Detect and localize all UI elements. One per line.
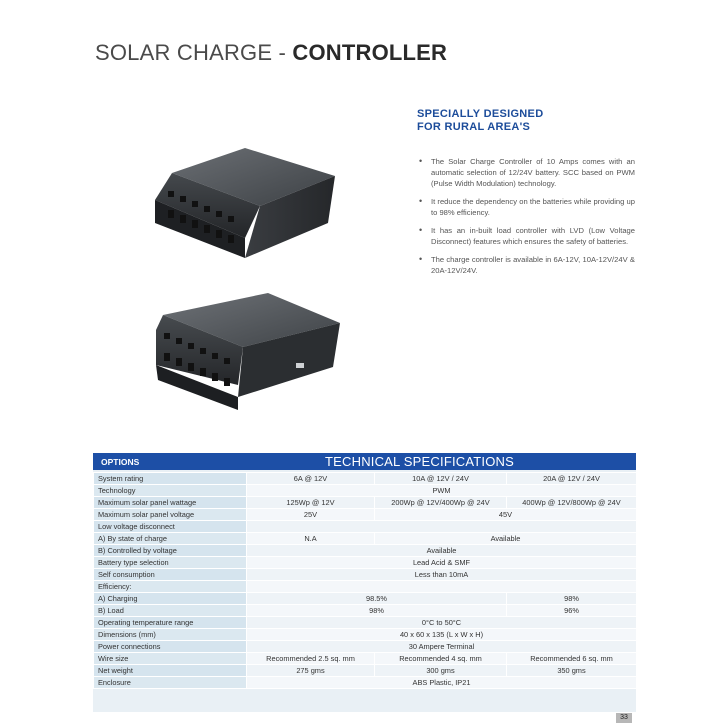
feature-list [417,156,635,276]
spec-table [93,472,637,689]
spec-row-label: A) Charging [94,593,247,605]
spec-row-value: Less than 10mA [247,569,637,581]
spec-row-value: 98% [507,593,637,605]
product-image-top [150,128,350,263]
spec-row-value: Recommended 2.5 sq. mm [247,653,375,665]
feature-heading-line2: FOR RURAL AREA'S [417,121,531,133]
options-label: OPTIONS [101,457,140,467]
spec-row-value [247,521,637,533]
spec-row [94,593,637,605]
spec-row-value: PWM [247,485,637,497]
spec-row [94,509,637,521]
spec-row-label: Operating temperature range [94,617,247,629]
spec-row-value: 40 x 60 x 135 (L x W x H) [247,629,637,641]
spec-row-label: Technology [94,485,247,497]
spec-row-value: 10A @ 12V / 24V [375,473,507,485]
page-title [95,40,447,66]
spec-row-value: Available [247,545,637,557]
feature-heading-line1: SPECIALLY DESIGNED [417,108,544,120]
page-title-part1: SOLAR CHARGE - [95,40,293,65]
spec-row-label: Self consumption [94,569,247,581]
spec-row [94,665,637,677]
spec-row [94,581,637,593]
page-number: 33 [616,713,632,723]
spec-row-value: Recommended 4 sq. mm [375,653,507,665]
feature-heading [417,108,635,134]
spec-row-label: Dimensions (mm) [94,629,247,641]
spec-row [94,617,637,629]
spec-row-value: 45V [375,509,637,521]
spec-row-value: 6A @ 12V [247,473,375,485]
spec-row-value: 0°C to 50°C [247,617,637,629]
spec-row-value: ABS Plastic, IP21 [247,677,637,689]
spec-row [94,653,637,665]
spec-row-label: Battery type selection [94,557,247,569]
spec-row [94,557,637,569]
spec-header [93,453,636,470]
spec-row-label: Maximum solar panel wattage [94,497,247,509]
spec-row-value: 20A @ 12V / 24V [507,473,637,485]
spec-row [94,677,637,689]
spec-row-value: 98% [247,605,507,617]
spec-row-value: 200Wp @ 12V/400Wp @ 24V [375,497,507,509]
spec-row-label: Power connections [94,641,247,653]
spec-row-label: System rating [94,473,247,485]
spec-row-value: 275 gms [247,665,375,677]
spec-row-value: 400Wp @ 12V/800Wp @ 24V [507,497,637,509]
spec-row [94,533,637,545]
spec-row-label: Net weight [94,665,247,677]
spec-row-label: B) Load [94,605,247,617]
spec-row-value: Recommended 6 sq. mm [507,653,637,665]
feature-section [417,108,635,283]
spec-row-label: Efficiency: [94,581,247,593]
spec-row-value: Lead Acid & SMF [247,557,637,569]
spec-row-value: 350 gms [507,665,637,677]
spec-row [94,605,637,617]
spec-row [94,629,637,641]
spec-row [94,569,637,581]
spec-row-label: Enclosure [94,677,247,689]
spec-row-label: Wire size [94,653,247,665]
spec-row-label: Low voltage disconnect [94,521,247,533]
spec-row-value: 96% [507,605,637,617]
spec-row-value: 30 Ampere Terminal [247,641,637,653]
spec-row-value: 125Wp @ 12V [247,497,375,509]
feature-bullet: • It reduce the dependency on the batteries while providing up to 98% efficiency. [417,196,635,218]
feature-bullet: • It has an in-built load controller with LVD (Low Voltage Disconnect) features which ensures the safety of batteries. [417,225,635,247]
spec-row [94,485,637,497]
spec-row-value: 300 gms [375,665,507,677]
spec-row-label: A) By state of charge [94,533,247,545]
feature-bullet: • The Solar Charge Controller of 10 Amps comes with an automatic selection of 12/24V battery. SCC based on PWM (Pulse Width Modulation) technology. [417,156,635,189]
spec-row-value: Available [375,533,637,545]
page-title-part2: CONTROLLER [292,40,448,65]
spec-row-label: Maximum solar panel voltage [94,509,247,521]
spec-table-panel [93,453,636,712]
spec-row [94,545,637,557]
spec-row-value: 98.5% [247,593,507,605]
spec-row [94,473,637,485]
spec-row-value: 25V [247,509,375,521]
product-image-bottom [148,285,353,420]
feature-bullet: • The charge controller is available in 6A-12V, 10A-12V/24V & 20A-12V/24V. [417,254,635,276]
spec-heading: TECHNICAL SPECIFICATIONS [325,454,514,469]
spec-row [94,521,637,533]
spec-row [94,641,637,653]
spec-row-value: N.A [247,533,375,545]
spec-row [94,497,637,509]
spec-row-value [247,581,637,593]
spec-row-label: B) Controlled by voltage [94,545,247,557]
